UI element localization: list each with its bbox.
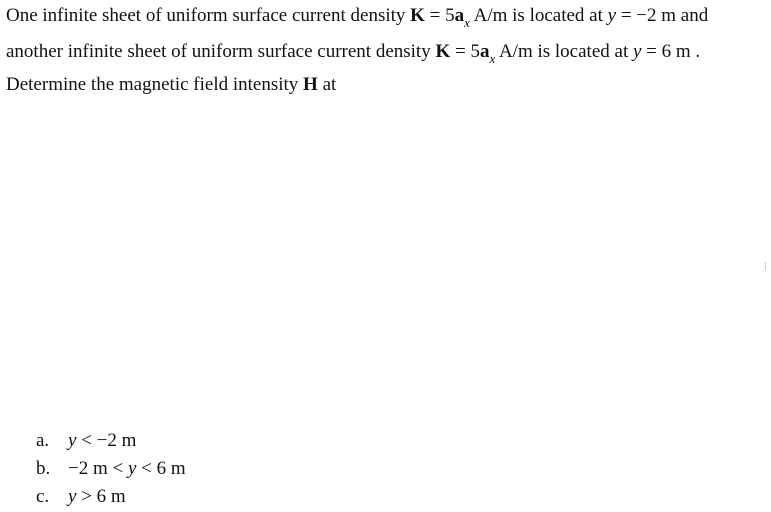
option-post: > 6 m: [76, 486, 126, 507]
equals-five: = 5: [424, 5, 455, 26]
y-variable: y: [68, 430, 77, 451]
option-label: a.: [36, 430, 50, 451]
location-text: = 6 m .: [641, 41, 701, 62]
option-a: [36, 429, 136, 453]
y-variable: y: [607, 5, 617, 26]
y-variable: y: [127, 458, 137, 479]
k-symbol: K: [410, 5, 425, 26]
option-pre: −2 m <: [68, 458, 128, 479]
y-variable: y: [68, 486, 77, 507]
unit-text: A/m is located at: [495, 41, 633, 62]
h-symbol: H: [303, 74, 318, 95]
stray-mark: [765, 262, 770, 270]
option-label: b.: [36, 458, 51, 479]
equals-five: = 5: [450, 41, 480, 62]
option-c: [36, 485, 126, 509]
problem-line-3: [6, 73, 336, 97]
problem-line-2: [6, 40, 700, 65]
unit-vector-a: a: [454, 5, 465, 26]
line2-text: another infinite sheet of uniform surface current density: [6, 41, 436, 62]
unit-vector-a: a: [479, 41, 490, 62]
line3-text: Determine the magnetic field intensity: [6, 74, 304, 95]
unit-text: A/m is located at: [469, 5, 608, 26]
k-symbol: K: [435, 41, 451, 62]
option-post: < −2 m: [76, 430, 137, 451]
y-variable: y: [632, 41, 642, 62]
line1-text: One infinite sheet of uniform surface current density: [6, 5, 411, 26]
option-label: c.: [36, 486, 50, 507]
at-text: at: [317, 74, 337, 95]
option-b: [36, 457, 186, 481]
problem-line-1: [6, 4, 708, 29]
option-post: < 6 m: [136, 458, 186, 479]
subscript-x: x: [464, 15, 470, 30]
location-text: = −2 m and: [616, 5, 709, 26]
subscript-x: x: [489, 51, 496, 66]
